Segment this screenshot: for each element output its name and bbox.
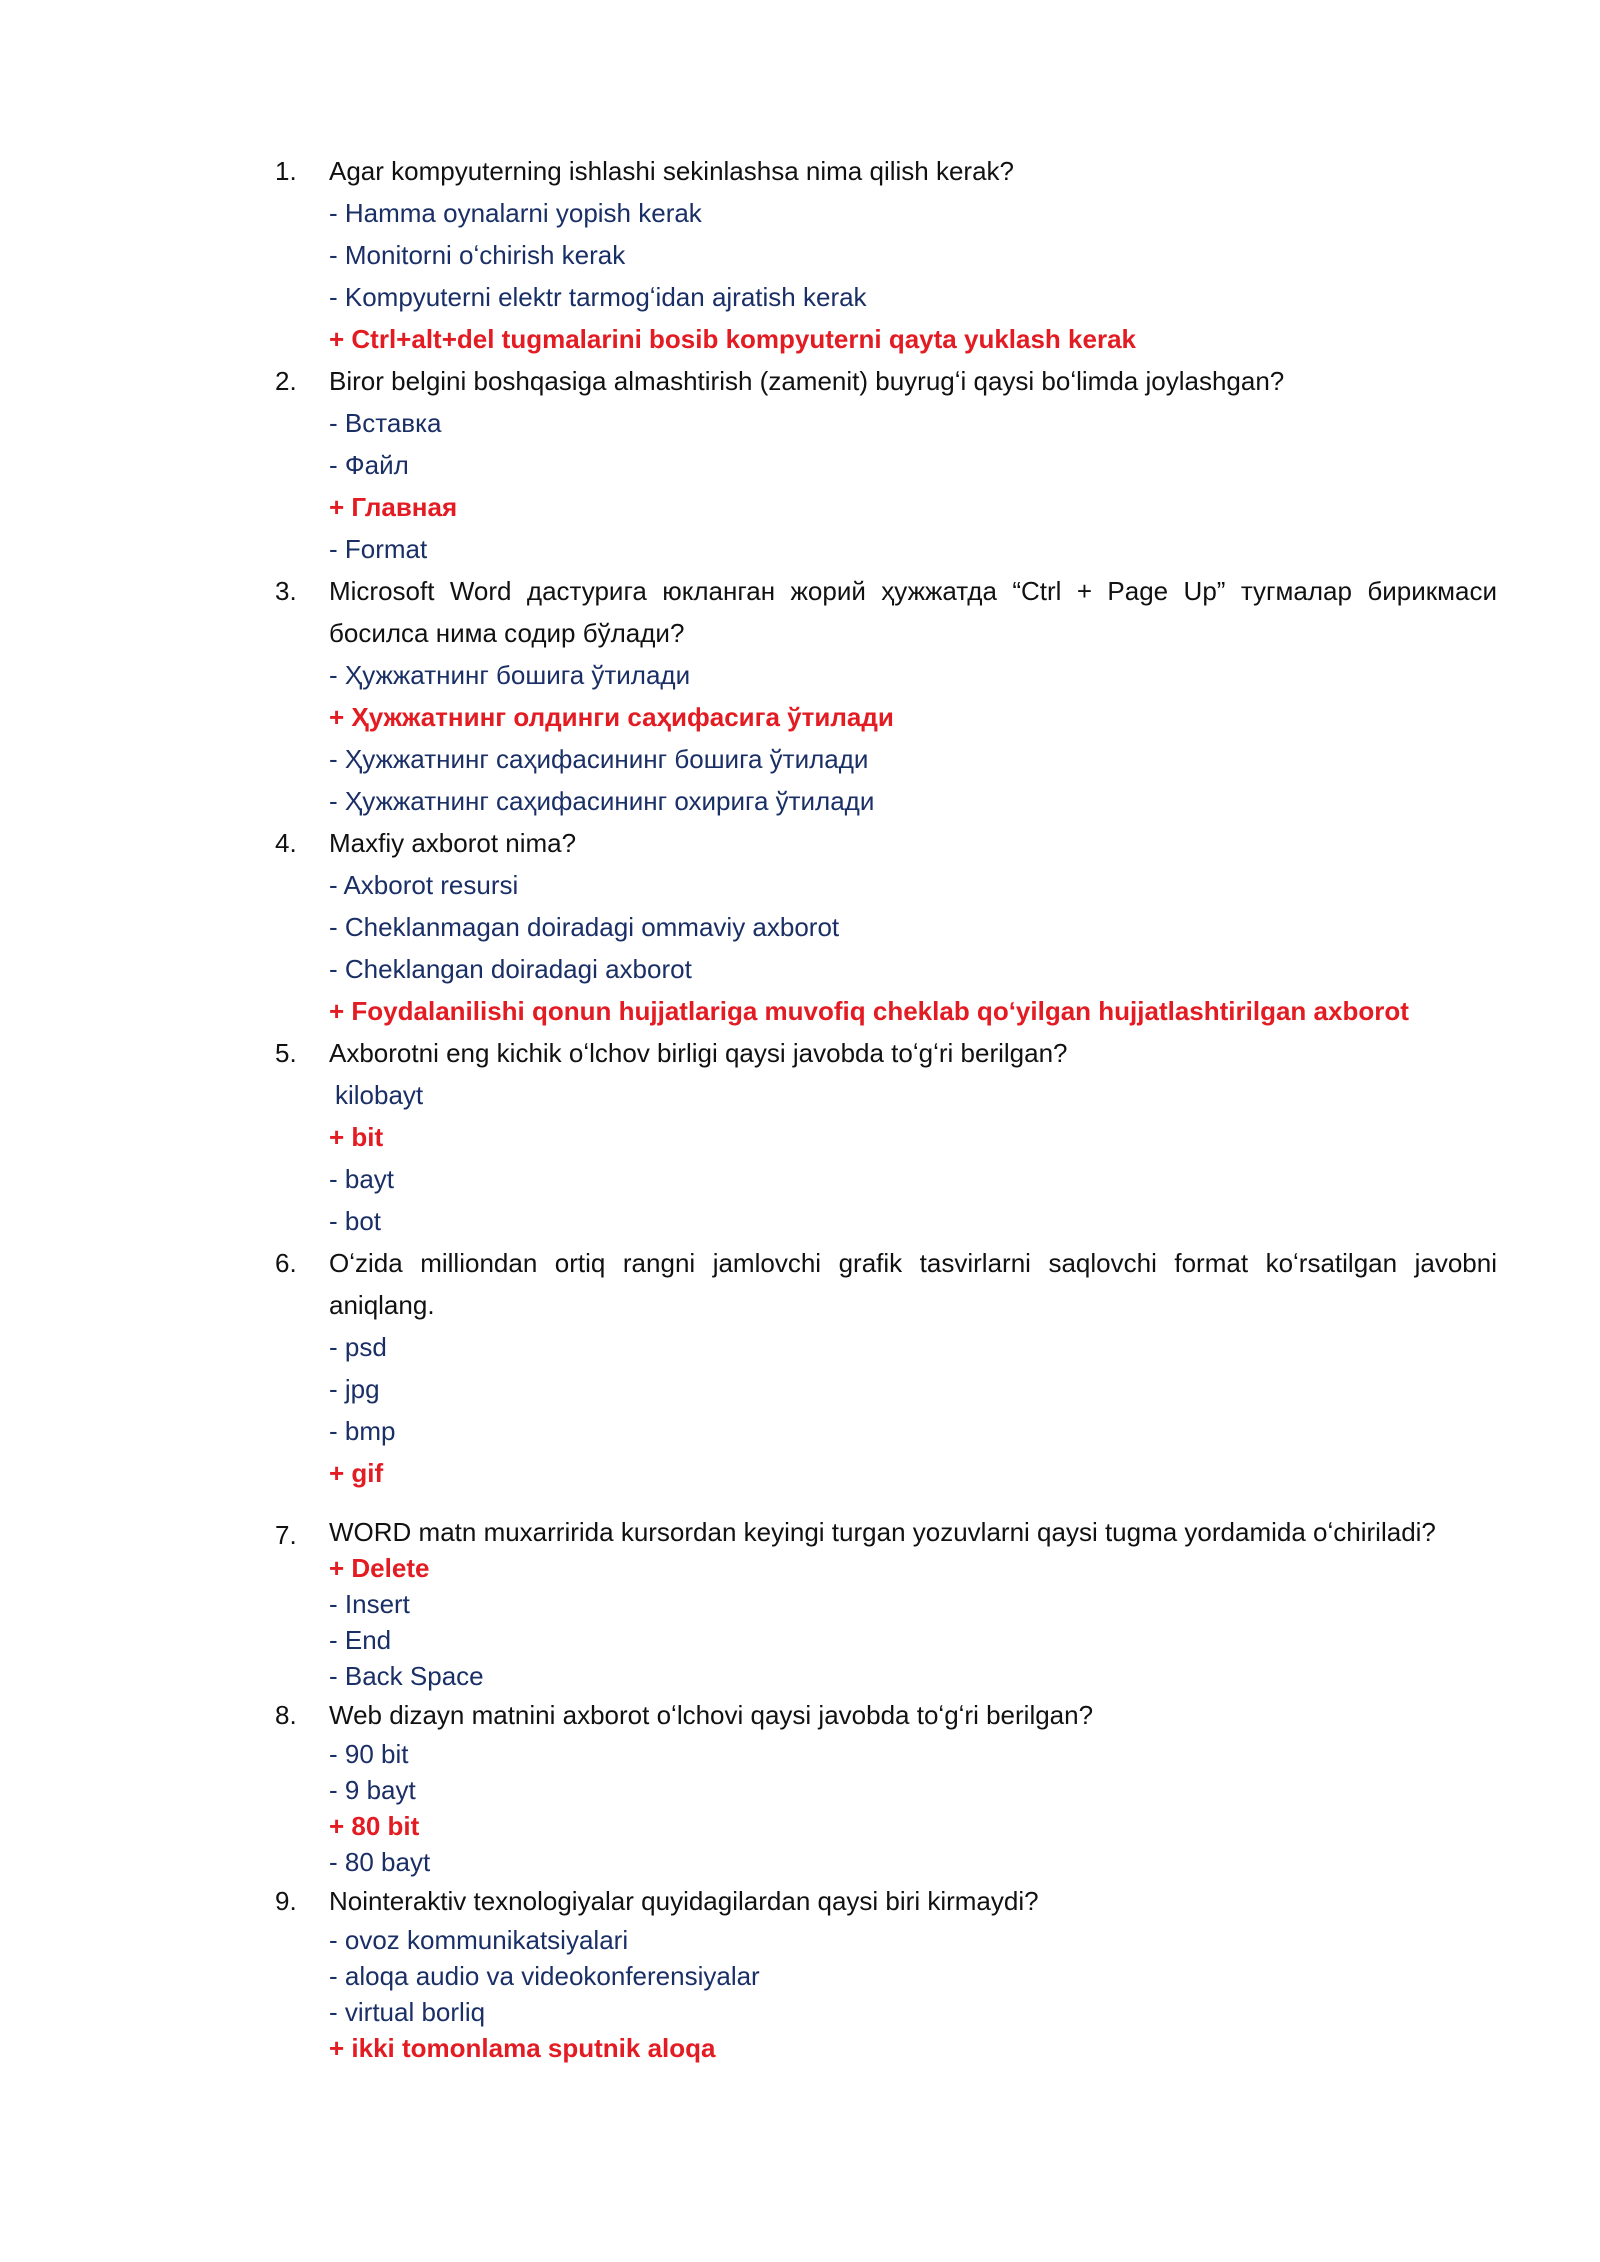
answer-options: [329, 1922, 1497, 2066]
answer-options: [329, 1550, 1497, 1694]
question-body: [329, 1242, 1497, 1494]
answer-options: [329, 1326, 1497, 1494]
answer-option: - Ҳужжатнинг саҳифасининг охирига ўтилади: [329, 786, 875, 816]
question-text: Maxfiy axborot nima?: [329, 828, 577, 858]
answer-option: - Axborot resursi: [329, 870, 519, 900]
question-item: [275, 822, 1497, 1032]
question-body: [329, 570, 1497, 822]
answer-option: - Cheklangan doiradagi axborot: [329, 954, 692, 984]
answer-option: - bot: [329, 1206, 382, 1236]
question-item: [275, 150, 1497, 360]
question-number: 8.: [275, 1700, 297, 1730]
question-number: 3.: [275, 576, 297, 606]
question-text: Nointeraktiv texnologiyalar quyidagilardan qaysi biri kirmaydi?: [329, 1886, 1039, 1916]
correct-answer-option: + bit: [329, 1122, 384, 1152]
answer-option: - Hamma oynalarni yopish kerak: [329, 198, 702, 228]
question-item: [275, 360, 1497, 570]
question-item: [275, 1514, 1497, 1694]
correct-answer-option: + Ҳужжатнинг олдинги саҳифасига ўтилади: [329, 702, 894, 732]
answer-option: - Файл: [329, 450, 409, 480]
correct-answer-option: + Delete: [329, 1553, 430, 1583]
question-text: Oʻzida milliondan ortiq rangni jamlovchi grafik tasvirlarni saqlovchi format koʻrsatilgan javobni aniqlang.: [329, 1248, 1497, 1320]
answer-option: - Вставка: [329, 408, 442, 438]
question-number: 5.: [275, 1038, 297, 1068]
answer-option: - 90 bit: [329, 1739, 409, 1769]
correct-answer-option: + gif: [329, 1458, 384, 1488]
answer-options: [329, 402, 1497, 570]
question-text: Agar kompyuterning ishlashi sekinlashsa nima qilish kerak?: [329, 156, 1015, 186]
question-number: 1.: [275, 156, 297, 186]
question-item: [275, 1694, 1497, 1880]
answer-option: - Ҳужжатнинг бошига ўтилади: [329, 660, 691, 690]
question-body: [329, 1880, 1497, 2066]
answer-options: [329, 864, 1497, 1032]
question-body: [329, 822, 1497, 1032]
answer-options: [329, 192, 1497, 360]
answer-option: - Ҳужжатнинг саҳифасининг бошига ўтилади: [329, 744, 869, 774]
question-item: [275, 1242, 1497, 1494]
question-number: 6.: [275, 1248, 297, 1278]
question-number: 2.: [275, 366, 297, 396]
correct-answer-option: + ikki tomonlama sputnik aloqa: [329, 2033, 716, 2063]
question-number: 9.: [275, 1886, 297, 1916]
answer-option: - Cheklanmagan doiradagi ommaviy axborot: [329, 912, 840, 942]
question-text: Biror belgini boshqasiga almashtirish (zamenit) buyrugʻi qaysi boʻlimda joylashgan?: [329, 366, 1285, 396]
answer-option: - jpg: [329, 1374, 380, 1404]
answer-option: - bmp: [329, 1416, 396, 1446]
question-list: [275, 150, 1497, 2066]
question-body: [329, 1032, 1497, 1242]
question-text: Microsoft Word дастурига юкланган жорий ҳужжатда “Ctrl + Page Up” тугмалар бирикмаси босилса нима содир бўлади?: [329, 576, 1497, 648]
question-body: [329, 150, 1497, 360]
answer-option: - psd: [329, 1332, 387, 1362]
answer-option: - Insert: [329, 1589, 410, 1619]
question-body: [329, 1514, 1497, 1694]
answer-options: [329, 1736, 1497, 1880]
question-item: [275, 1880, 1497, 2066]
answer-option: kilobayt: [335, 1080, 424, 1110]
answer-option: - Format: [329, 534, 428, 564]
question-number: 4.: [275, 828, 297, 858]
correct-answer-option: + Foydalanilishi qonun hujjatlariga muvofiq cheklab qoʻyilgan hujjatlashtirilgan axborot: [329, 996, 1409, 1026]
answer-option: - End: [329, 1625, 392, 1655]
question-item: [275, 570, 1497, 822]
answer-option: - Monitorni oʻchirish kerak: [329, 240, 626, 270]
answer-option: - aloqa audio va videokonferensiyalar: [329, 1961, 760, 1991]
question-body: [329, 360, 1497, 570]
question-text: Axborotni eng kichik oʻlchov birligi qaysi javobda toʻgʻri berilgan?: [329, 1038, 1068, 1068]
answer-option: - virtual borliq: [329, 1997, 486, 2027]
answer-option: - 9 bayt: [329, 1775, 416, 1805]
question-body: [329, 1694, 1497, 1880]
question-text: WORD matn muxarririda kursordan keyingi turgan yozuvlarni qaysi tugma yordamida oʻchiriladi?: [329, 1517, 1436, 1547]
answer-option: - ovoz kommunikatsiyalari: [329, 1925, 629, 1955]
answer-option: - Kompyuterni elektr tarmogʻidan ajratish kerak: [329, 282, 867, 312]
answer-option: - Back Space: [329, 1661, 484, 1691]
correct-answer-option: + Ctrl+alt+del tugmalarini bosib kompyuterni qayta yuklash kerak: [329, 324, 1136, 354]
question-number: 7.: [275, 1520, 297, 1550]
answer-option: - bayt: [329, 1164, 395, 1194]
answer-options: [329, 1074, 1497, 1242]
question-item: [275, 1032, 1497, 1242]
question-text: Web dizayn matnini axborot oʻlchovi qaysi javobda toʻgʻri berilgan?: [329, 1700, 1094, 1730]
answer-options: [329, 654, 1497, 822]
correct-answer-option: + 80 bit: [329, 1811, 420, 1841]
answer-option: - 80 bayt: [329, 1847, 431, 1877]
correct-answer-option: + Главная: [329, 492, 458, 522]
